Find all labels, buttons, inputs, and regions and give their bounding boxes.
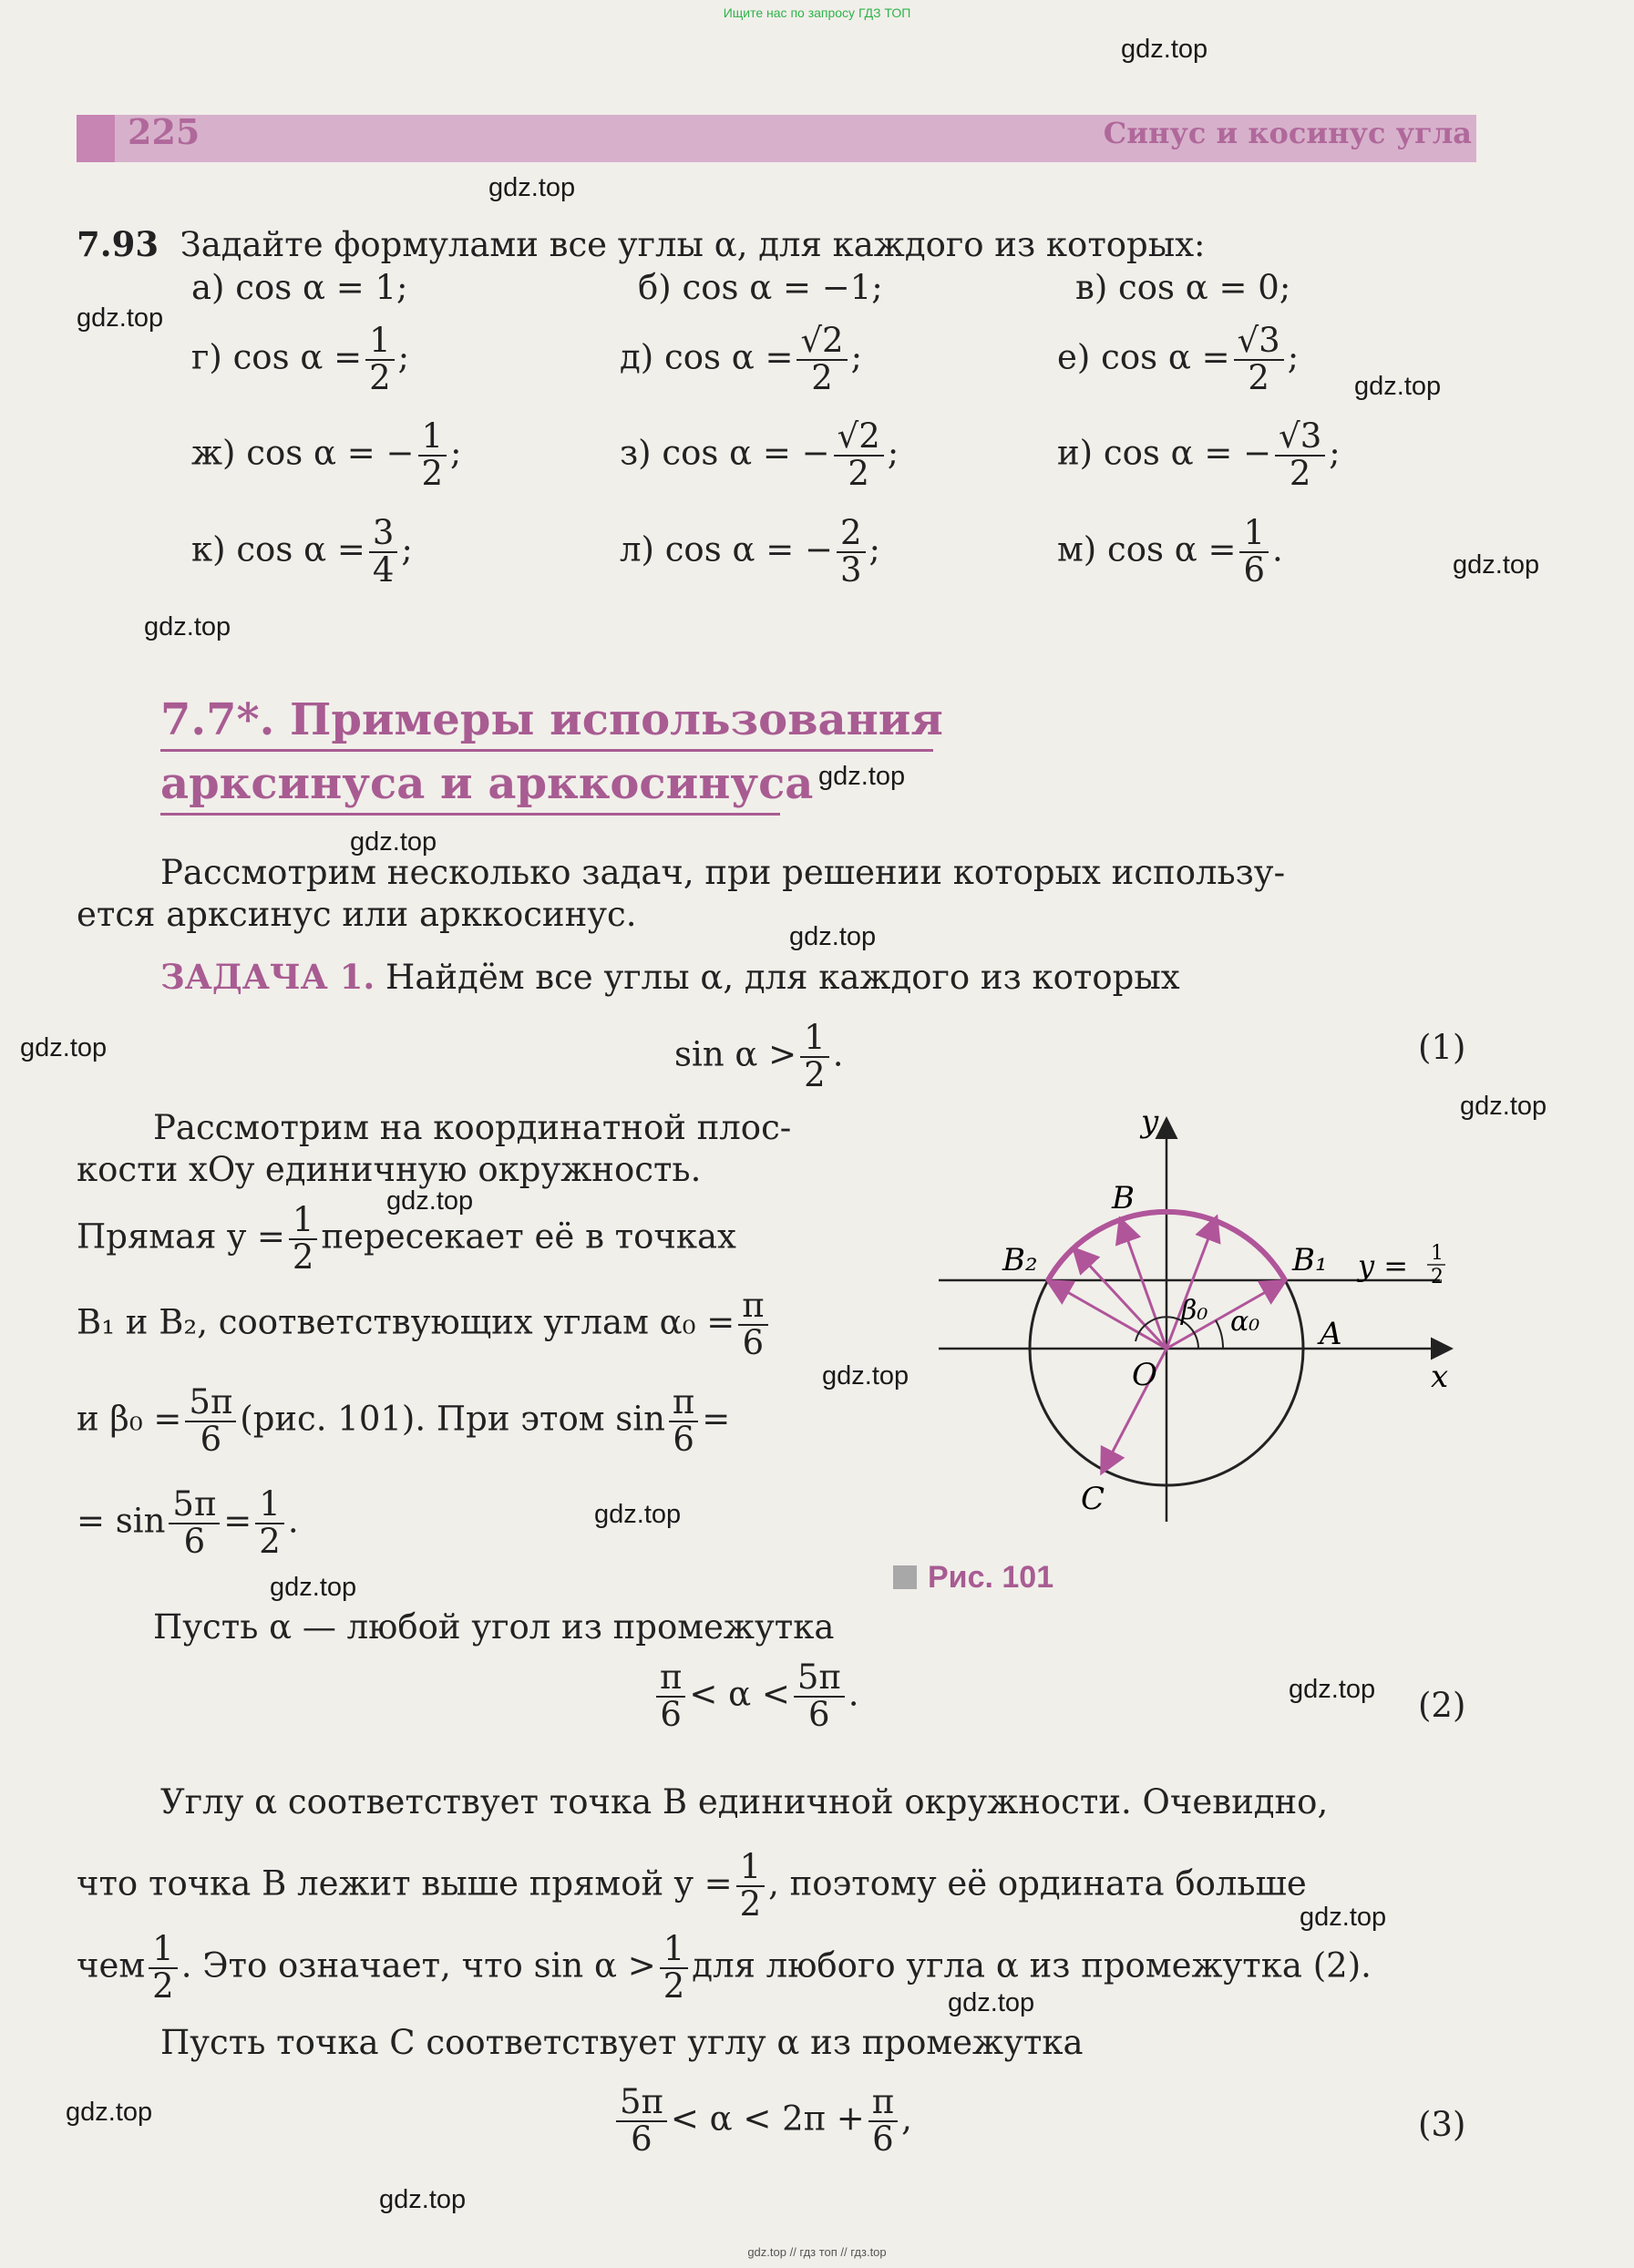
- figure-caption: Рис. 101: [893, 1560, 1053, 1596]
- watermark: gdz.top: [948, 1988, 1035, 2017]
- label-C: C: [1081, 1481, 1105, 1517]
- watermark: gdz.top: [1460, 1092, 1547, 1121]
- para2-line-1: Пусть α — любой угол из промежутка: [153, 1607, 835, 1647]
- ex793-z: з) cos α = − $\frac{√2}{2}$ ;: [620, 416, 899, 493]
- intro-line-1: Рассмотрим несколько задач, при решении которых использу-: [160, 853, 1286, 892]
- ex793-b: б) cos α = −1;: [638, 268, 883, 307]
- task1-inequality: sin α > $\frac{1}{2}$ .: [674, 1018, 844, 1094]
- section-underline-2: [160, 813, 780, 816]
- vector-B2: [1050, 1282, 1166, 1349]
- intro-line-2: ется арксинус или арккосинус.: [77, 895, 637, 934]
- label-line-y: y =: [1358, 1248, 1409, 1283]
- para1-line-4: B₁ и B₂, соответствующих углам α₀ = $\frac{\pi}{6}$: [77, 1288, 772, 1361]
- para3-line-3: чем $\frac{1}{2}$ . Это означает, что sin α > $\frac{1}{2}$ для любого угла α из промежутка (2).: [77, 1929, 1372, 2006]
- eq-number-3: (3): [1418, 2105, 1466, 2144]
- ex793-title: 7.93 Задайте формулами все углы α, для каждого из которых:: [77, 224, 1206, 264]
- alpha0-arc: [1216, 1320, 1223, 1349]
- ex793-l: л) cos α = − $\frac{2}{3}$ ;: [620, 513, 880, 590]
- watermark: gdz.top: [66, 2098, 153, 2127]
- para1-line-6: = sin $\frac{5\pi}{6}$ = $\frac{1}{2}$ .: [77, 1484, 299, 1561]
- para1-line-5: и β₀ = $\frac{5\pi}{6}$ (рис. 101). При этом sin $\frac{\pi}{6}$ =: [77, 1382, 731, 1459]
- watermark: gdz.top: [144, 612, 231, 641]
- label-line-num: 1: [1431, 1242, 1444, 1265]
- para4-line-1: Пусть точка C соответствует углу α из промежутка: [160, 2023, 1084, 2062]
- vector-inner-2: [1075, 1250, 1166, 1349]
- para3-line-1: Углу α соответствует точка B единичной окружности. Очевидно,: [160, 1782, 1329, 1822]
- top-note: Ищите нас по запросу ГДЗ ТОП: [723, 5, 911, 20]
- page-number: 225: [128, 111, 200, 152]
- watermark: gdz.top: [818, 762, 906, 791]
- task1-text: ЗАДАЧА 1. Найдём все углы α, для каждого из которых: [160, 957, 1180, 997]
- ex793-g: г) cos α = $\frac{1}{2}$ ;: [191, 321, 410, 397]
- watermark: gdz.top: [789, 922, 877, 951]
- watermark: gdz.top: [1354, 372, 1442, 401]
- running-title: Синус и косинус угла: [1103, 116, 1472, 150]
- para4-inequality: $\frac{5\pi}{6}$ < α < 2π + $\frac{\pi}{6}$ ,: [612, 2085, 912, 2158]
- watermark: gdz.top: [386, 1186, 474, 1216]
- watermark: gdz.top: [1300, 1903, 1387, 1932]
- unit-circle-figure: [884, 1103, 1476, 1540]
- para1-line-3: Прямая y = $\frac{1}{2}$ пересекает её в точках: [77, 1200, 736, 1277]
- label-O: O: [1132, 1357, 1157, 1393]
- para1-line-2: кости xOy единичную окружность.: [77, 1150, 702, 1189]
- ex793-e: е) cos α = $\frac{√3}{2}$ ;: [1057, 321, 1300, 397]
- section-title-line2: арксинуса и арккосинуса: [160, 758, 814, 809]
- vector-B: [1121, 1221, 1166, 1349]
- watermark: gdz.top: [488, 173, 576, 202]
- label-line-den: 2: [1431, 1266, 1444, 1288]
- watermark: gdz.top: [270, 1573, 357, 1602]
- watermark: gdz.top: [594, 1500, 682, 1529]
- para1-line-1: Рассмотрим на координатной плос-: [153, 1108, 792, 1147]
- label-A: A: [1320, 1316, 1342, 1352]
- eq-number-2: (2): [1418, 1686, 1466, 1725]
- watermark: gdz.top: [77, 303, 164, 333]
- para3-line-2: что точка B лежит выше прямой y = $\frac{1}{2}$ , поэтому её ордината больше: [77, 1847, 1307, 1924]
- ex793-i: и) cos α = − $\frac{√3}{2}$ ;: [1057, 416, 1341, 493]
- ex793-a: а) cos α = 1;: [191, 268, 408, 307]
- watermark: gdz.top: [350, 827, 437, 857]
- ex793-zh: ж) cos α = − $\frac{1}{2}$ ;: [191, 416, 462, 493]
- watermark: gdz.top: [822, 1361, 909, 1391]
- label-alpha0: α₀: [1230, 1306, 1260, 1338]
- header-square: [77, 115, 115, 162]
- watermark: gdz.top: [1121, 35, 1208, 64]
- label-B2: B₂: [1002, 1242, 1038, 1278]
- eq-number-1: (1): [1418, 1028, 1466, 1067]
- watermark: gdz.top: [379, 2185, 467, 2214]
- ex793-v: в) cos α = 0;: [1075, 268, 1291, 307]
- para2-inequality: $\frac{\pi}{6}$ < α < $\frac{5\pi}{6}$ .: [653, 1660, 858, 1733]
- label-B: B: [1112, 1180, 1135, 1216]
- bottom-note: gdz.top // гдз топ // гдз.top: [747, 2245, 887, 2259]
- ex793-m: м) cos α = $\frac{1}{6}$ .: [1057, 513, 1283, 590]
- watermark: gdz.top: [20, 1033, 108, 1062]
- label-x: x: [1431, 1359, 1449, 1395]
- ex793-d: д) cos α = $\frac{√2}{2}$ ;: [620, 321, 863, 397]
- watermark: gdz.top: [1289, 1675, 1376, 1704]
- ex793-k: к) cos α = $\frac{3}{4}$ ;: [191, 513, 413, 590]
- watermark: gdz.top: [1453, 550, 1540, 580]
- label-y: y: [1141, 1103, 1159, 1140]
- section-underline-1: [160, 749, 933, 752]
- section-title-line1: 7.7*. Примеры использования: [160, 694, 943, 745]
- label-beta0: β₀: [1181, 1295, 1208, 1327]
- label-B1: B₁: [1292, 1242, 1328, 1278]
